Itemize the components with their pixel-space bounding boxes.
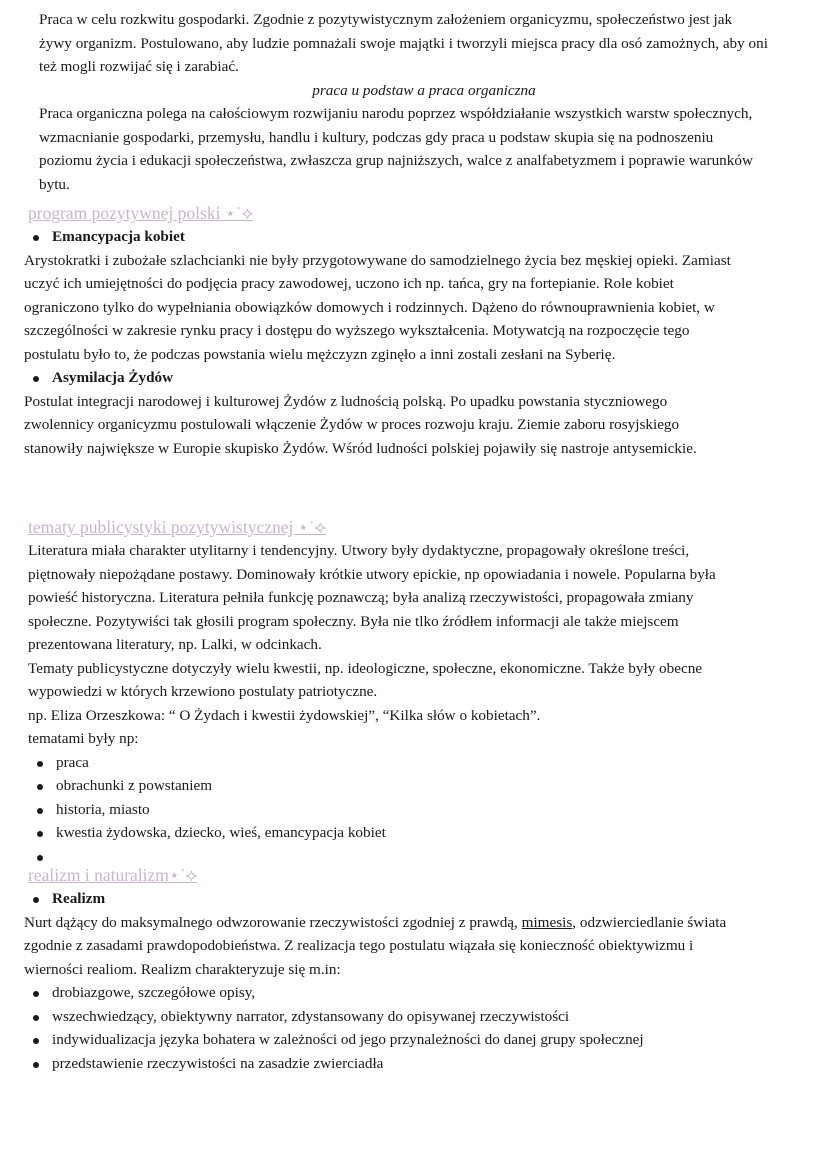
section-tematy [0,515,828,868]
intro-paragraph-2: Praca organiczna polega na całościowym rozwijaniu narodu poprzez współdziałanie wszystkich warstw społecznych, wzmacnianie gospodarki, przemysłu, handlu i kultury, podczas gdy praca u podstaw skupia się na podnoszeniu poziomu życia i edukacji społeczeństwa, zwłaszcza grup najniższych, walce z analfabetyzmem i poprawie warunków bytu. [39,105,753,193]
list-item: historia, miasto [4,798,828,822]
section-realizm [0,863,828,1075]
emancypacja-text: Arystokratki i zubożałe szlachcianki nie były przygotowywane do samodzielnego życia bez męskiej opieki. Zamiast uczyć ich umiejętności do podjęcia pracy zawodowej, uczono ich np. tańca, gry na fortepianie. Role kobiet ograniczono tylko do wypełniania obowiązków domowych i rodzinnych. Dążeno do równouprawnienia kobiet, w szczególności w zakresie rynku pracy i dostępu do wyższego wykształcenia. Motywatcją na rozpoczęcie tego postulatu było to, że podczas powstania wielu mężczyzn zginęło a inni zostali zesłani na Syberię. [24,251,731,363]
realizm-list [0,981,828,1075]
heading-tematy[interactable]: tematy publicystyki pozytywistycznej ⋆˙⟡ [28,517,327,537]
tematy-body [0,539,828,751]
program-list-2 [0,366,828,390]
heading-program[interactable]: program pozytywnej polski ⋆˙⟡ [28,203,254,223]
list-item: przedstawienie rzeczywistości na zasadzie zwierciadła [0,1052,828,1076]
list-item: kwestia żydowska, dziecko, wieś, emancypacja kobiet [4,821,828,845]
realizm-text-part-2: , odzwierciedlanie świata zgodnie z zasadami prawdopodobieństwa. Z realizacja tego postulatu wiązała się konieczność obiektywizmu i wierności realiom. Realizm charakteryzuje się m.in: [24,913,727,978]
list-item: indywidualizacja języka bohatera w zależności od jego przynależności do danej grupy społecznej [0,1028,828,1052]
heading-realizm[interactable]: realizm i naturalizm⋆˙⟡ [28,865,198,885]
list-item: obrachunki z powstaniem [4,774,828,798]
tematy-paragraph-3: np. Eliza Orzeszkowa: “ O Żydach i kwestii żydowskiej”, “Kilka słów o kobietach”. [28,706,541,724]
tematy-list-intro: tematami były np: [28,730,139,747]
program-list-1 [0,225,828,249]
intro-paragraph-1: Praca w celu rozkwitu gospodarki. Zgodnie z pozytywistycznym założeniem organicyzmu, społeczeństwo jest jak żywy organizm. Postulowano, aby ludzie pomnażali swoje majątki i tworzyli miejsca pracy dla osó zamożnych, aby oni też mogli rozwijać się i zarabiać. [39,11,768,75]
list-item: drobiazgowe, szczegółowe opisy, [0,981,828,1005]
tematy-paragraph-2: Tematy publicystyczne dotyczyły wielu kwestii, np. ideologiczne, społeczne, ekonomiczne. Także były obecne wypowiedzi w których krzewiono postulaty patriotyczne. [28,659,703,700]
tematy-paragraph-1: Literatura miała charakter utylitarny i tendencyjny. Utwory były dydaktyczne, propagowały określone treści, piętnowały niepożądane postawy. Dominowały krótkie utwory epickie, np opowiadania i nowele. Popularna była powieść historyczna. Literatura pełniła funkcję poznawczą; była analizą rzeczywistości, propagowała zmiany społeczne. Pozytywiści tak głosili program społeczny. Była nie tlko źródłem informacji ale także miejscem prezentowana literatury, np. Lalki, w odcinkach. [28,542,716,653]
realizm-text [0,911,828,982]
realizm-text-part-1: Nurt dążący do maksymalnego odwzorowanie rzeczywistości zgodniej z prawdą, [24,913,522,931]
intro-subheading: praca u podstaw a praca organiczna [312,81,536,99]
intro-section [0,8,828,196]
section-program [0,201,828,460]
list-item-realizm: Realizm [0,887,828,911]
list-item: wszechwiedzący, obiektywny narrator, zdystansowany do opisywanej rzeczywistości [0,1005,828,1029]
mimesis-link[interactable]: mimesis [521,913,573,931]
list-item: praca [4,751,828,775]
list-item-emancypacja: Emancypacja kobiet [0,225,828,249]
list-item-asymilacja: Asymilacja Żydów [0,366,828,390]
realizm-title-list [0,887,828,911]
tematy-list [0,751,828,869]
asymilacja-text: Postulat integracji narodowej i kulturowej Żydów z ludnością polską. Po upadku powstania styczniowego zwolennicy organicyzmu postulowali włączenie Żydów w proces rozwoju kraju. Ziemie zaboru rosyjskiego stanowiły największe w Europie skupisko Żydów. Wśród ludności polskiej pojawiły się nastroje antysemickie. [24,392,697,457]
